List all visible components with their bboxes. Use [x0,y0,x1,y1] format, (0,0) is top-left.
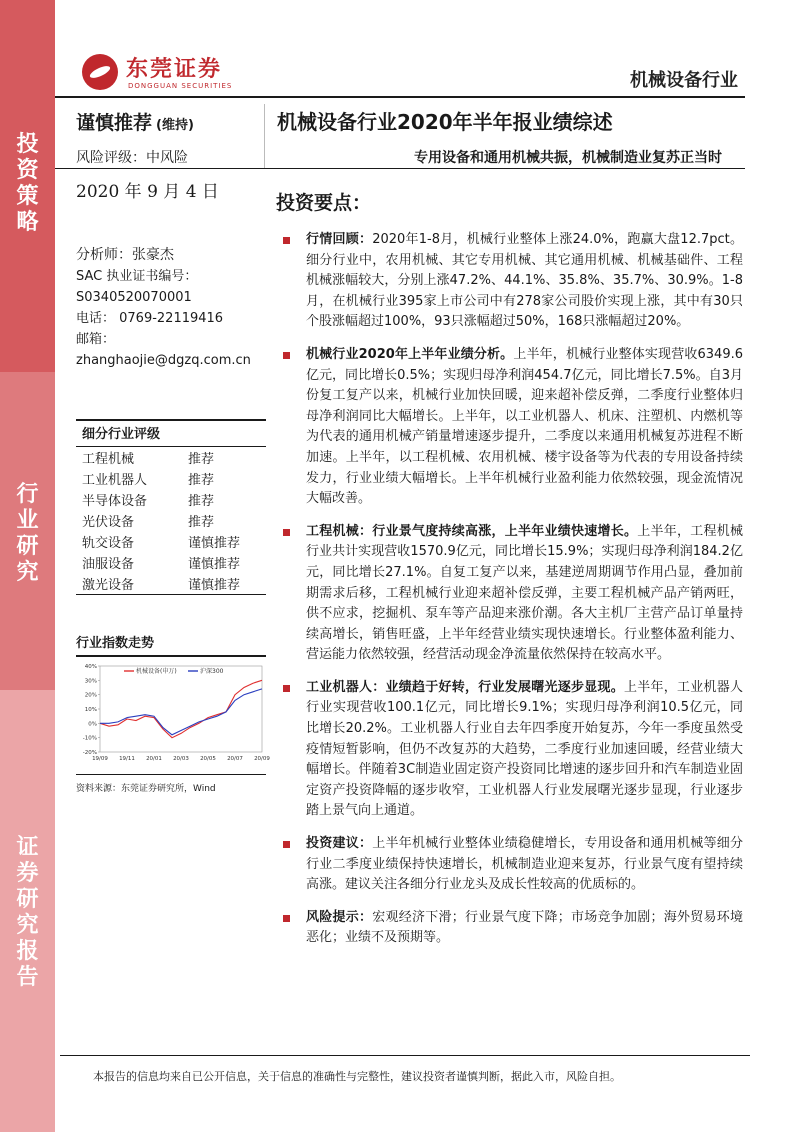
email-label: 邮箱： [76,332,116,347]
bullet-icon [283,237,290,244]
logo-text-en: DONGGUAN SECURITIES [128,82,233,90]
footer-divider [60,1055,750,1056]
report-date: 2020 年 9 月 4 日 [76,182,219,202]
key-point-text: 上半年，机械行业整体实现营收6349.6亿元，同比增长0.5%；实现归母净利润454.7亿元，同比增长7.5%。自3月份复工复产以来，机械行业加快回暖，迎来超补偿反弹，二季度行业整体归母净利润同比大幅增长。上半年，以工业机器人、机床、注塑机、内燃机等为代表的通用机械产销量增速逐步提升，二季度以来通用机械复苏进程不断加速。上半年，以工程机械、农用机械、楼宇设备等为代表的专用设备持续发力，行业业绩大幅增长。上半年机械行业盈利能力依然较强，现金流情况大幅改善。 [306,346,743,507]
key-point-text: 上半年，工业机器人行业实现营收100.1亿元，同比增长9.1%；实现归母净利润10.5亿元，同比增长20.2%。工业机器人行业自去年四季度开始复苏，今年一季度虽然受疫情短暂影响，但仍不改复苏的大趋势，二季度行业加速回暖，经营业绩大幅增长。伴随着3C制造业固定资产投资同比增速的逐步回升和汽车制造业固定资产投资降幅的逐步收窄，工业机器人行业发展曙光逐步显现，行业逐步踏上景气向上通道。 [306,679,743,819]
bullet-icon [283,529,290,536]
sub-industry-rating: 谨慎推荐 [188,578,241,593]
key-point-text: 上半年机械行业整体业绩稳健增长，专用设备和通用机械等细分行业二季度业绩保持快速增长，机械制造业迎来复苏，行业景气度有望持续高涨。建议关注各细分行业龙头及成长性较高的优质标的。 [306,836,743,893]
table-header: 细分行业评级 [76,419,266,447]
y-tick-label: 10% [84,707,97,713]
y-tick-label: 20% [84,692,97,699]
table-row [76,573,266,594]
key-point-item [283,834,743,896]
sub-industry-rating: 推荐 [188,515,215,530]
risk-level: 风险评级：中风险 [76,150,188,166]
table-row [76,489,266,510]
y-tick-label: 30% [84,678,97,685]
bullet-icon [283,352,290,359]
series-line-1 [100,689,262,735]
x-tick-label: 20/01 [146,756,162,762]
sidebar-section-label: 证券研究报告 [16,835,39,990]
bullet-icon [283,685,290,692]
legend-label: 沪深300 [200,668,224,675]
bullet-icon [283,915,290,922]
table-row [76,531,266,552]
sub-industry-rating-table [76,419,266,595]
header-divider [55,96,745,98]
sidebar-section-report [0,690,55,1132]
sub-industry-name: 激光设备 [82,578,135,593]
analyst-email[interactable]: zhanghaojie@dgzq.com.cn [76,353,251,368]
footer-disclaimer: 本报告的信息均来自已公开信息，关于信息的准确性与完整性，建议投资者谨慎判断，据此入市，风险自担。 [93,1070,621,1083]
x-tick-label: 20/03 [173,756,189,762]
key-point-lead: 机械行业2020年上半年业绩分析。 [306,346,514,362]
legend-label: 机械设备(申万) [136,668,177,675]
y-tick-label: -20% [82,750,97,756]
sub-industry-rating: 谨慎推荐 [188,536,241,551]
x-tick-label: 20/05 [200,756,216,762]
key-point-text: 上半年，工程机械行业共计实现营收1570.9亿元，同比增长15.9%；实现归母净利润184.2亿元，同比增长27.1%。自复工复产以来，基建逆周期调节作用凸显，叠加前期需求后移，工程机械行业迎来超补偿反弹，主要工程机械产品产销两旺，供不应求，挖掘机、泵车等产品迎来涨价潮。各大主机厂主营产品订单量持续高增长，销售旺盛，上半年经营业绩实现快速增长。行业整体盈利能力、营运能力依然较强，经营活动现金净流量依然保持在较高水平。 [306,523,743,663]
key-point-lead: 工程机械：行业景气度持续高涨，上半年业绩快速增长。 [306,523,638,539]
key-points-title: 投资要点： [276,192,372,214]
table-bottom-rule [76,594,266,595]
table-row [76,447,266,468]
x-tick-label: 19/09 [92,756,108,762]
key-point-lead: 行情回顾： [306,232,373,247]
left-sidebar [0,0,55,1132]
sub-industry-name: 工业机器人 [82,473,148,488]
sidebar-section-label: 投资策略 [16,132,39,235]
title-separator [264,104,265,168]
sub-industry-name: 光伏设备 [82,515,135,530]
key-point-item [283,678,743,822]
analyst-name: 分析师：张豪杰 [76,247,174,263]
y-tick-label: 0% [88,721,97,728]
sac-number: S0340520070001 [76,290,192,305]
report-title: 机械设备行业2020年半年报业绩综述 [277,110,613,134]
company-logo [82,50,242,94]
sub-industry-name: 轨交设备 [82,536,135,551]
key-point-item [283,345,743,510]
sidebar-section-industry [0,372,55,690]
y-tick-label: 40% [84,664,97,670]
rating-status: (维持) [156,118,194,133]
chart-source: 资料来源：东莞证券研究所，Wind [76,774,266,794]
sub-industry-rating: 谨慎推荐 [188,557,241,572]
key-point-item [283,230,743,333]
sub-industry-rating: 推荐 [188,452,215,467]
key-point-lead: 投资建议： [306,836,373,852]
sub-industry-name: 工程机械 [82,452,135,467]
bullet-icon [283,841,290,848]
key-point-lead: 工业机器人：业绩趋于好转，行业发展曙光逐步显现。 [306,679,624,695]
sac-label: SAC 执业证书编号： [76,269,198,284]
sub-industry-rating: 推荐 [188,473,215,488]
key-point-item [283,522,743,666]
analyst-phone: 电话： 0769-22119416 [76,311,224,326]
key-point-lead: 风险提示： [306,909,373,925]
rating-label: 谨慎推荐 [76,112,153,134]
index-trend-chart [76,658,270,768]
table-row [76,510,266,531]
header-industry: 机械设备行业 [630,70,738,91]
key-points-list [283,230,743,961]
table-row [76,468,266,489]
x-tick-label: 19/11 [119,756,135,762]
plot-frame [100,666,262,752]
index-chart-title: 行业指数走势 [76,632,266,657]
key-point-text: 2020年1-8月，机械行业整体上涨24.0%，跑赢大盘12.7pct。细分行业中，农用机械、其它专用机械、其它通用机械、机械基础件、工程机械涨幅较大，分别上涨47.2%、44.1%、35.8%、35.7%、30.9%。1-8月，在机械行业395家上市公司中有278家公司股价实现上涨，其中有30只个股涨幅超过100%，93只涨幅超过50%，168只涨幅超过20%。 [306,232,743,330]
sub-industry-name: 半导体设备 [82,494,148,509]
title-divider [55,168,745,169]
sidebar-section-label: 行业研究 [16,482,39,585]
table-body [76,447,266,594]
logo-text-cn: 东莞证券 [126,56,223,82]
y-tick-label: -10% [82,735,97,742]
key-point-item [283,908,743,949]
sidebar-section-strategy [0,0,55,372]
sub-industry-name: 油服设备 [82,557,135,572]
sub-industry-rating: 推荐 [188,494,215,509]
x-tick-label: 20/07 [227,756,243,762]
analyst-info [76,245,251,371]
rating [76,108,194,135]
logo-mark-icon [82,54,118,90]
x-tick-label: 20/09 [254,756,270,762]
series-line-0 [100,680,262,737]
key-point-text: 宏观经济下滑；行业景气度下降；市场竞争加剧；海外贸易环境恶化；业绩不及预期等。 [306,909,743,946]
report-subtitle: 专用设备和通用机械共振，机械制造业复苏正当时 [414,150,722,166]
table-row [76,552,266,573]
